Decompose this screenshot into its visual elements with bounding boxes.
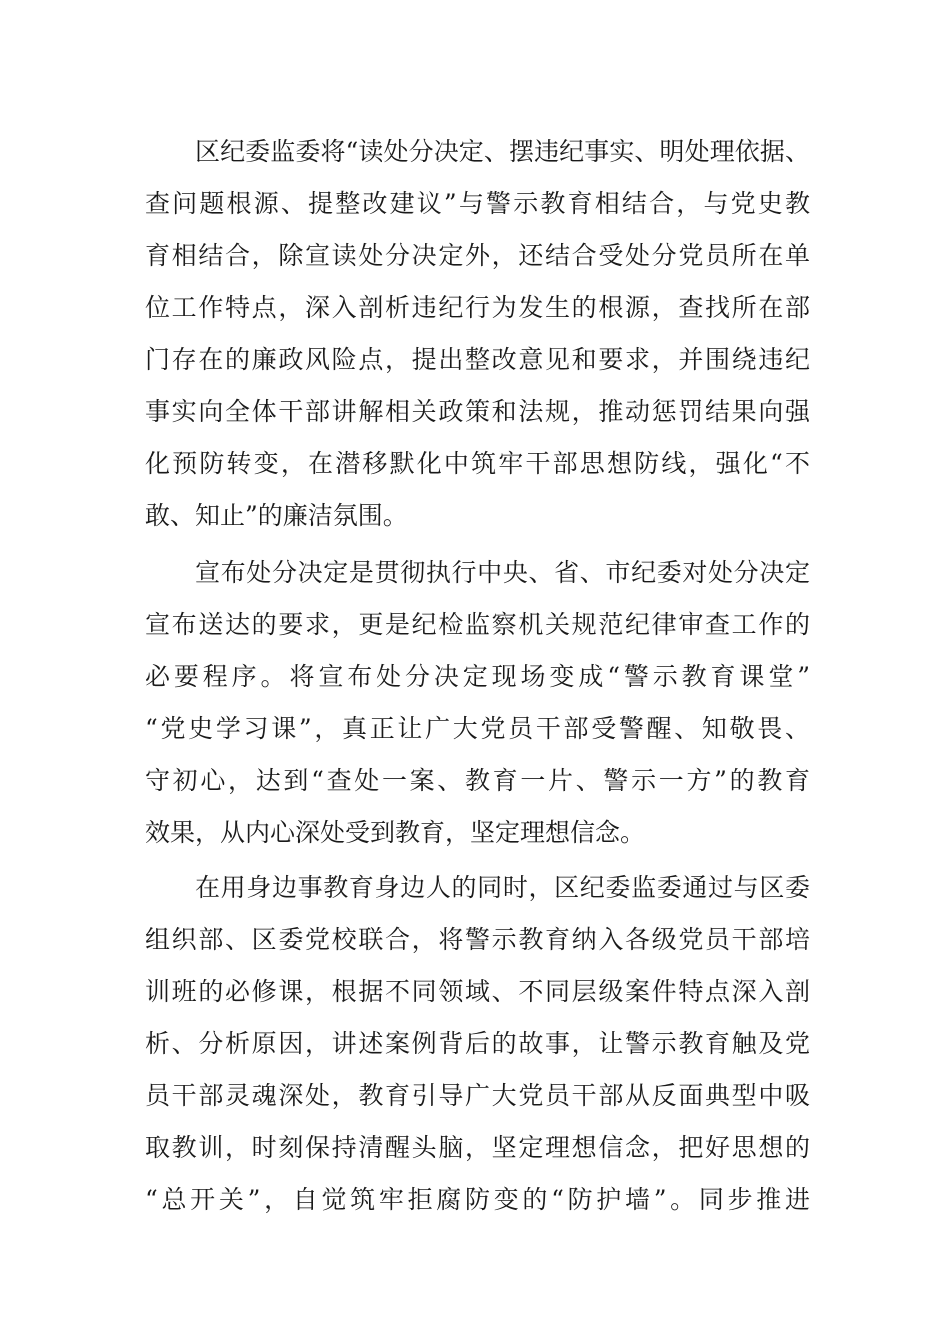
text-line: 宣布送达的要求，更是纪检监察机关规范纪律审查工作的 [145, 610, 810, 639]
text-line: 析、分析原因，讲述案例背后的故事，让警示教育触及党 [145, 1029, 810, 1058]
text-line: 门存在的廉政风险点，提出整改意见和要求，并围绕违纪 [145, 345, 810, 374]
text-line: 区纪委监委将“读处分决定、摆违纪事实、明处理依据、 [195, 137, 810, 166]
text-line: 组织部、区委党校联合，将警示教育纳入各级党员干部培 [145, 925, 810, 954]
paragraph-3 [145, 862, 810, 1226]
text-line: 宣布处分决定是贯彻执行中央、省、市纪委对处分决定 [195, 558, 810, 587]
text-line: 查问题根源、提整改建议”与警示教育相结合，与党史教 [145, 189, 810, 218]
text-line: 效果，从内心深处受到教育，坚定理想信念。 [145, 818, 646, 847]
text-line: 位工作特点，深入剖析违纪行为发生的根源，查找所在部 [145, 293, 810, 322]
text-line: 在用身边事教育身边人的同时，区纪委监委通过与区委 [195, 873, 810, 902]
text-line: 训班的必修课，根据不同领域、不同层级案件特点深入剖 [145, 977, 810, 1006]
text-line: 敢、知止”的廉洁氛围。 [145, 501, 408, 530]
paragraph-2 [145, 547, 810, 859]
text-line: “总开关”，自觉筑牢拒腐防变的“防护墙”。同步推进 [145, 1185, 810, 1214]
text-line: 化预防转变，在潜移默化中筑牢干部思想防线，强化“不 [145, 449, 810, 478]
text-line: 育相结合，除宣读处分决定外，还结合受处分党员所在单 [145, 241, 810, 270]
text-line: 事实向全体干部讲解相关政策和法规，推动惩罚结果向强 [145, 397, 810, 426]
text-line: 员干部灵魂深处，教育引导广大党员干部从反面典型中吸 [145, 1081, 810, 1110]
text-line: “党史学习课”，真正让广大党员干部受警醒、知敬畏、 [145, 714, 810, 743]
text-line: 取教训，时刻保持清醒头脑，坚定理想信念，把好思想的 [145, 1133, 810, 1162]
paragraph-1 [145, 126, 810, 542]
text-line: 守初心，达到“查处一案、教育一片、警示一方”的教育 [145, 766, 810, 795]
text-line: 必要程序。将宣布处分决定现场变成“警示教育课堂” [145, 662, 810, 691]
